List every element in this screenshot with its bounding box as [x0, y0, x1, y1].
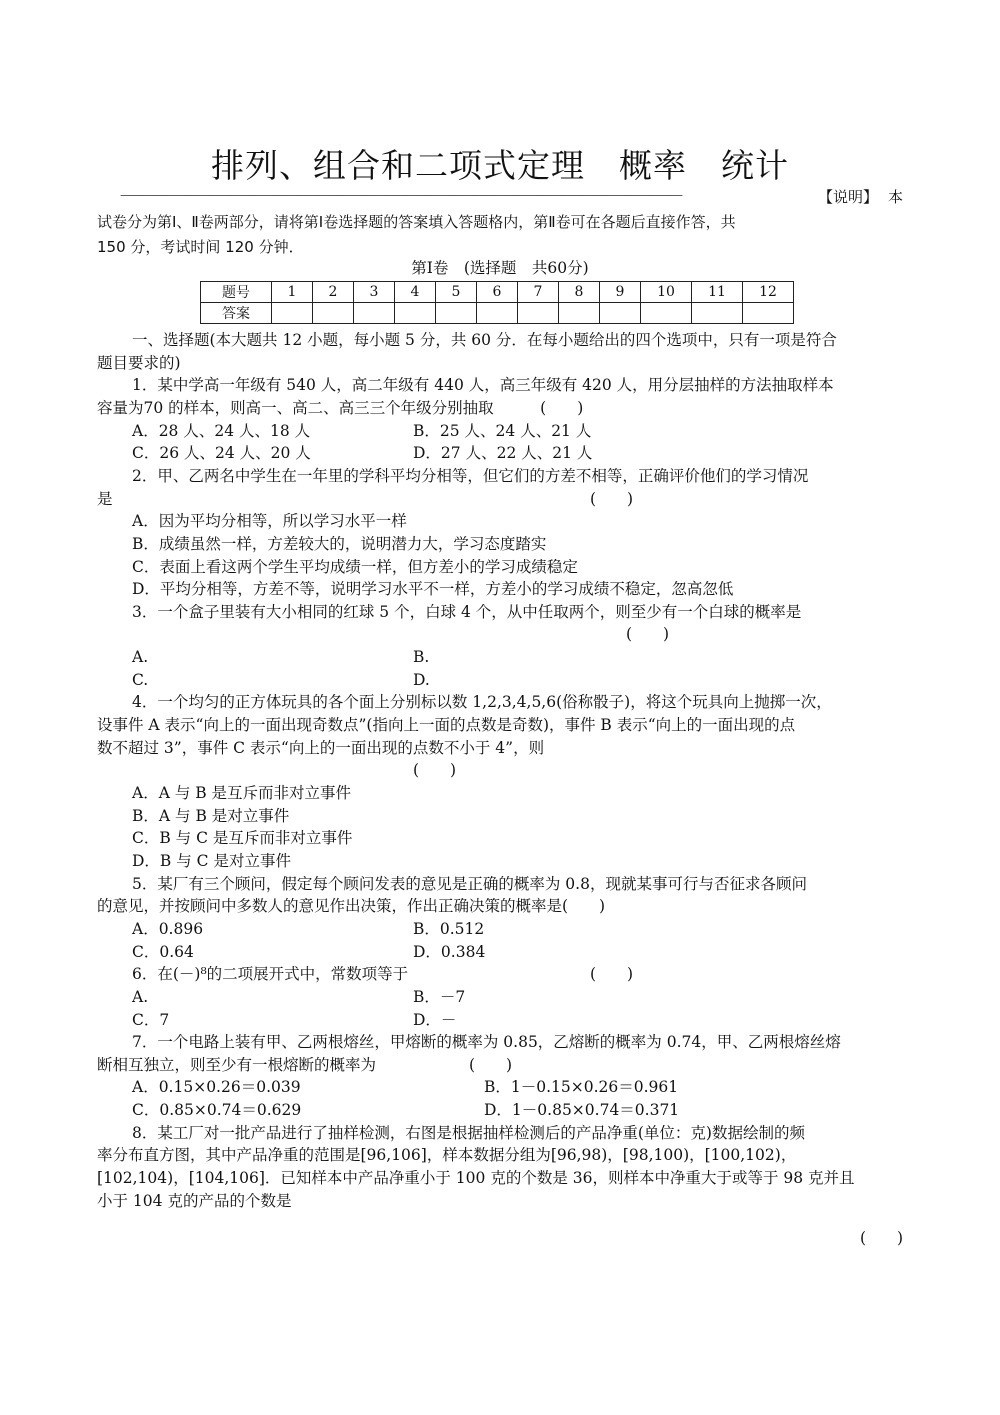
question-line: 小于 104 克的产品的个数是 [97, 1192, 292, 1210]
table-cell: 8 [559, 282, 600, 303]
question-line: 的意见，并按顾问中多数人的意见作出决策，作出正确决策的概率是( ) [97, 897, 606, 915]
question-line: C．B 与 C 是互斥而非对立事件 [132, 829, 353, 847]
option-right: B．－7 [413, 988, 466, 1006]
answer-table [200, 281, 794, 324]
option-right: D．1－0.85×0.74＝0.371 [484, 1101, 680, 1119]
table-cell: 3 [354, 282, 395, 303]
option-left: C．7 [132, 1011, 170, 1029]
answer-cell[interactable] [272, 303, 313, 324]
answer-blank: ( ) [590, 490, 634, 508]
answer-cell[interactable] [641, 303, 692, 324]
option-left: A. [132, 648, 149, 666]
answer-cell[interactable] [743, 303, 794, 324]
question-line: A．因为平均分相等，所以学习水平一样 [132, 512, 407, 530]
table-cell: 1 [272, 282, 313, 303]
answer-cell[interactable] [477, 303, 518, 324]
question-line: 1．某中学高一年级有 540 人，高二年级有 440 人，高三年级有 420 人，用分层抽样的方法抽取样本 [132, 376, 834, 394]
option-right: B．25 人、24 人、21 人 [413, 422, 592, 440]
intro-line1-tail: 本 [888, 188, 904, 206]
page-title: 排列、组合和二项式定理 概率 统计 [211, 146, 789, 185]
option-left: C．26 人、24 人、20 人 [132, 444, 311, 462]
answer-blank: ( ) [413, 761, 457, 779]
question-line: [102,104)，[104,106]．已知样本中产品净重小于 100 克的个数是 36，则样本中净重大于或等于 98 克并且 [97, 1169, 855, 1187]
question-line: 设事件 A 表示“向上的一面出现奇数点”(指向上一面的点数是奇数)，事件 B 表示“向上的一面出现的点 [97, 716, 796, 734]
question-line: 7．一个电路上装有甲、乙两根熔丝，甲熔断的概率为 0.85，乙熔断的概率为 0.74，甲、乙两根熔丝熔 [132, 1033, 841, 1051]
dash-line: ——————————————————————————————————————————————————— [120, 188, 681, 203]
answer-table-row-numbers [201, 282, 794, 303]
option-left: C. [132, 671, 149, 689]
question-line: 8．某工厂对一批产品进行了抽样检测，右图是根据抽样检测后的产品净重(单位：克)数据绘制的频 [132, 1124, 805, 1142]
option-left: A．0.15×0.26＝0.039 [132, 1078, 301, 1096]
question-line: 断相互独立，则至少有一根熔断的概率为 ( ) [97, 1056, 513, 1074]
table-cell: 5 [436, 282, 477, 303]
table-cell: 11 [692, 282, 743, 303]
table-cell: 7 [518, 282, 559, 303]
option-left: A. [132, 988, 149, 1006]
option-left: A．0.896 [132, 920, 204, 938]
answer-cell[interactable] [313, 303, 354, 324]
table-cell: 4 [395, 282, 436, 303]
option-right: D. [413, 671, 430, 689]
question-line: 4．一个均匀的正方体玩具的各个面上分别标以数 1,2,3,4,5,6(俗称骰子)，将这个玩具向上抛掷一次， [132, 693, 832, 711]
answer-blank: ( ) [626, 625, 670, 643]
table-cell: 10 [641, 282, 692, 303]
table-cell: 6 [477, 282, 518, 303]
question-line: D．B 与 C 是对立事件 [132, 852, 291, 870]
question-line: 5．某厂有三个顾问，假定每个顾问发表的意见是正确的概率为 0.8，现就某事可行与否征求各顾问 [132, 875, 807, 893]
table-cell: 2 [313, 282, 354, 303]
answer-cell[interactable] [354, 303, 395, 324]
question-line: 6．在(－)⁸的二项展开式中，常数项等于 [132, 965, 409, 983]
option-left: A．28 人、24 人、18 人 [132, 422, 311, 440]
option-right: D．27 人、22 人、21 人 [413, 444, 593, 462]
option-left: C．0.64 [132, 943, 194, 961]
option-right: D．0.384 [413, 943, 486, 961]
intro-line2: 试卷分为第Ⅰ、Ⅱ卷两部分，请将第Ⅰ卷选择题的答案填入答题格内，第Ⅱ卷可在各题后直接作答，共 [97, 213, 736, 231]
question-line: 题目要求的) [97, 354, 181, 372]
answer-blank: ( ) [860, 1229, 904, 1247]
table-label-answer: 答案 [201, 303, 272, 324]
answer-cell[interactable] [559, 303, 600, 324]
question-line: 2．甲、乙两名中学生在一年里的学科平均分相等，但它们的方差不相等，正确评价他们的学习情况 [132, 467, 809, 485]
table-cell: 12 [743, 282, 794, 303]
option-right: D．－ [413, 1011, 457, 1029]
option-right: B．0.512 [413, 920, 485, 938]
option-right: B．1－0.15×0.26＝0.961 [484, 1078, 679, 1096]
question-line: 数不超过 3”，事件 C 表示“向上的一面出现的点数不小于 4”，则 [97, 739, 545, 757]
answer-cell[interactable] [436, 303, 477, 324]
question-line: B．A 与 B 是对立事件 [132, 807, 290, 825]
table-cell: 9 [600, 282, 641, 303]
part1-header: 第Ⅰ卷 (选择题 共60分) [411, 259, 589, 277]
answer-cell[interactable] [692, 303, 743, 324]
question-line: 3．一个盒子里装有大小相同的红球 5 个，白球 4 个，从中任取两个，则至少有一个白球的概率是 [132, 603, 802, 621]
option-left: C．0.85×0.74＝0.629 [132, 1101, 302, 1119]
answer-cell[interactable] [518, 303, 559, 324]
intro-line3: 150 分，考试时间 120 分钟． [97, 238, 304, 256]
answer-cell[interactable] [395, 303, 436, 324]
note-label: 【说明】 [818, 188, 879, 206]
question-line: B．成绩虽然一样，方差较大的，说明潜力大，学习态度踏实 [132, 535, 547, 553]
question-line: 一、选择题(本大题共 12 小题，每小题 5 分，共 60 分．在每小题给出的四个选项中，只有一项是符合 [132, 331, 837, 349]
answer-table-row-answers [201, 303, 794, 324]
question-line: 容量为70 的样本，则高一、高二、高三三个年级分别抽取 ( ) [97, 399, 584, 417]
answer-cell[interactable] [600, 303, 641, 324]
question-line: 是 [97, 490, 113, 508]
question-line: A．A 与 B 是互斥而非对立事件 [132, 784, 352, 802]
option-right: B. [413, 648, 430, 666]
table-label-number: 题号 [201, 282, 272, 303]
question-line: D．平均分相等，方差不等，说明学习水平不一样，方差小的学习成绩不稳定，忽高忽低 [132, 580, 734, 598]
question-line: 率分布直方图，其中产品净重的范围是[96,106]，样本数据分组为[96,98)，[98,100)，[100,102)， [97, 1146, 797, 1164]
question-line: C．表面上看这两个学生平均成绩一样，但方差小的学习成绩稳定 [132, 558, 578, 576]
answer-blank: ( ) [590, 965, 634, 983]
